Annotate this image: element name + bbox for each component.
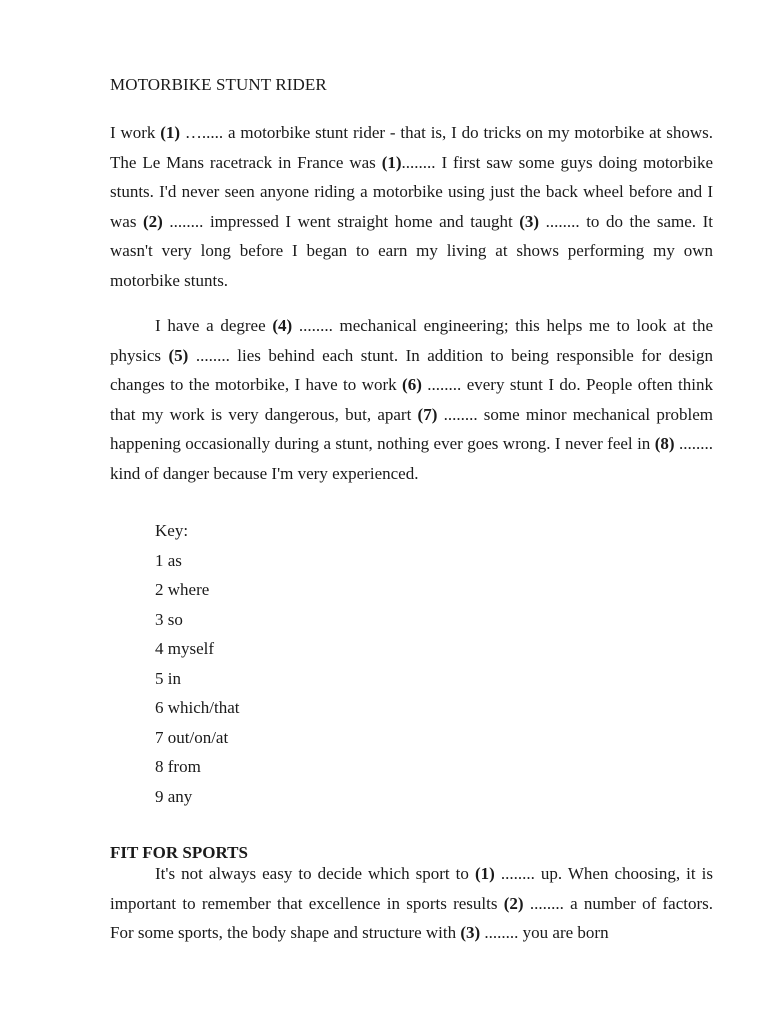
blank-number: (1) — [160, 123, 181, 142]
blank-number: (7) — [417, 404, 438, 424]
blank-number: (1) — [474, 864, 495, 883]
blank-number: (3) — [460, 923, 481, 942]
section-title-fit-for-sports: FIT FOR SPORTS — [110, 843, 248, 862]
answer-key — [155, 516, 240, 811]
answer-key-heading: Key: — [155, 521, 189, 540]
paragraph-3: It's not always easy to decide which sport to (1) ........ up. When choosing, it is important to remember that excellence in sports results (2) ........ a number of factors. For some sports, the body shape and structure with (3) ........ you are born — [110, 864, 713, 942]
section-title-motorbike-stunt-rider: MOTORBIKE STUNT RIDER — [110, 75, 327, 94]
answer-key-item: 6 which/that — [155, 698, 240, 717]
answer-key-item: 4 myself — [155, 639, 215, 658]
answer-key-item: 5 in — [155, 668, 181, 688]
blank-number: (8) — [654, 434, 675, 453]
answer-key-item: 8 from — [155, 757, 201, 776]
paragraph-1: I work (1) …..... a motorbike stunt rider - that is, I do tricks on my motorbike at shows. The Le Mans racetrack in France was (1)........ I first saw some guys doing motorbike stunts. I'd never seen anyone riding a motorbike using just the back wheel before and I was (2) ........ impressed I went straight home and taught (3) ........ to do the same. It wasn't very long before I began to earn my living at shows performing my own motorbike stunts. — [110, 123, 713, 290]
answer-key-item: 9 any — [155, 786, 193, 806]
blank-number: (2) — [143, 211, 163, 231]
answer-key-item: 3 so — [155, 609, 183, 629]
answer-key-item: 7 out/on/at — [155, 727, 229, 747]
blank-number: (4) — [272, 316, 293, 335]
blank-number: (3) — [519, 211, 540, 231]
paragraph-2: I have a degree (4) ........ mechanical engineering; this helps me to look at the physics (5) ........ lies behind each stunt. In addition to being responsible for design changes to the motorbike, I have to work (6) ........ every stunt I do. People often think that my work is very dangerous, but, apart (7) ........ some minor mechanical problem happening occasionally during a stunt, nothing ever goes wrong. I never feel in (8) ........ kind of danger because I'm very experienced. — [110, 316, 714, 483]
blank-number: (1) — [381, 152, 402, 172]
blank-number: (6) — [402, 375, 422, 394]
blank-number: (5) — [168, 345, 189, 365]
answer-key-item: 1 as — [155, 550, 182, 570]
answer-key-item: 2 where — [155, 580, 210, 599]
blank-number: (2) — [503, 893, 524, 913]
